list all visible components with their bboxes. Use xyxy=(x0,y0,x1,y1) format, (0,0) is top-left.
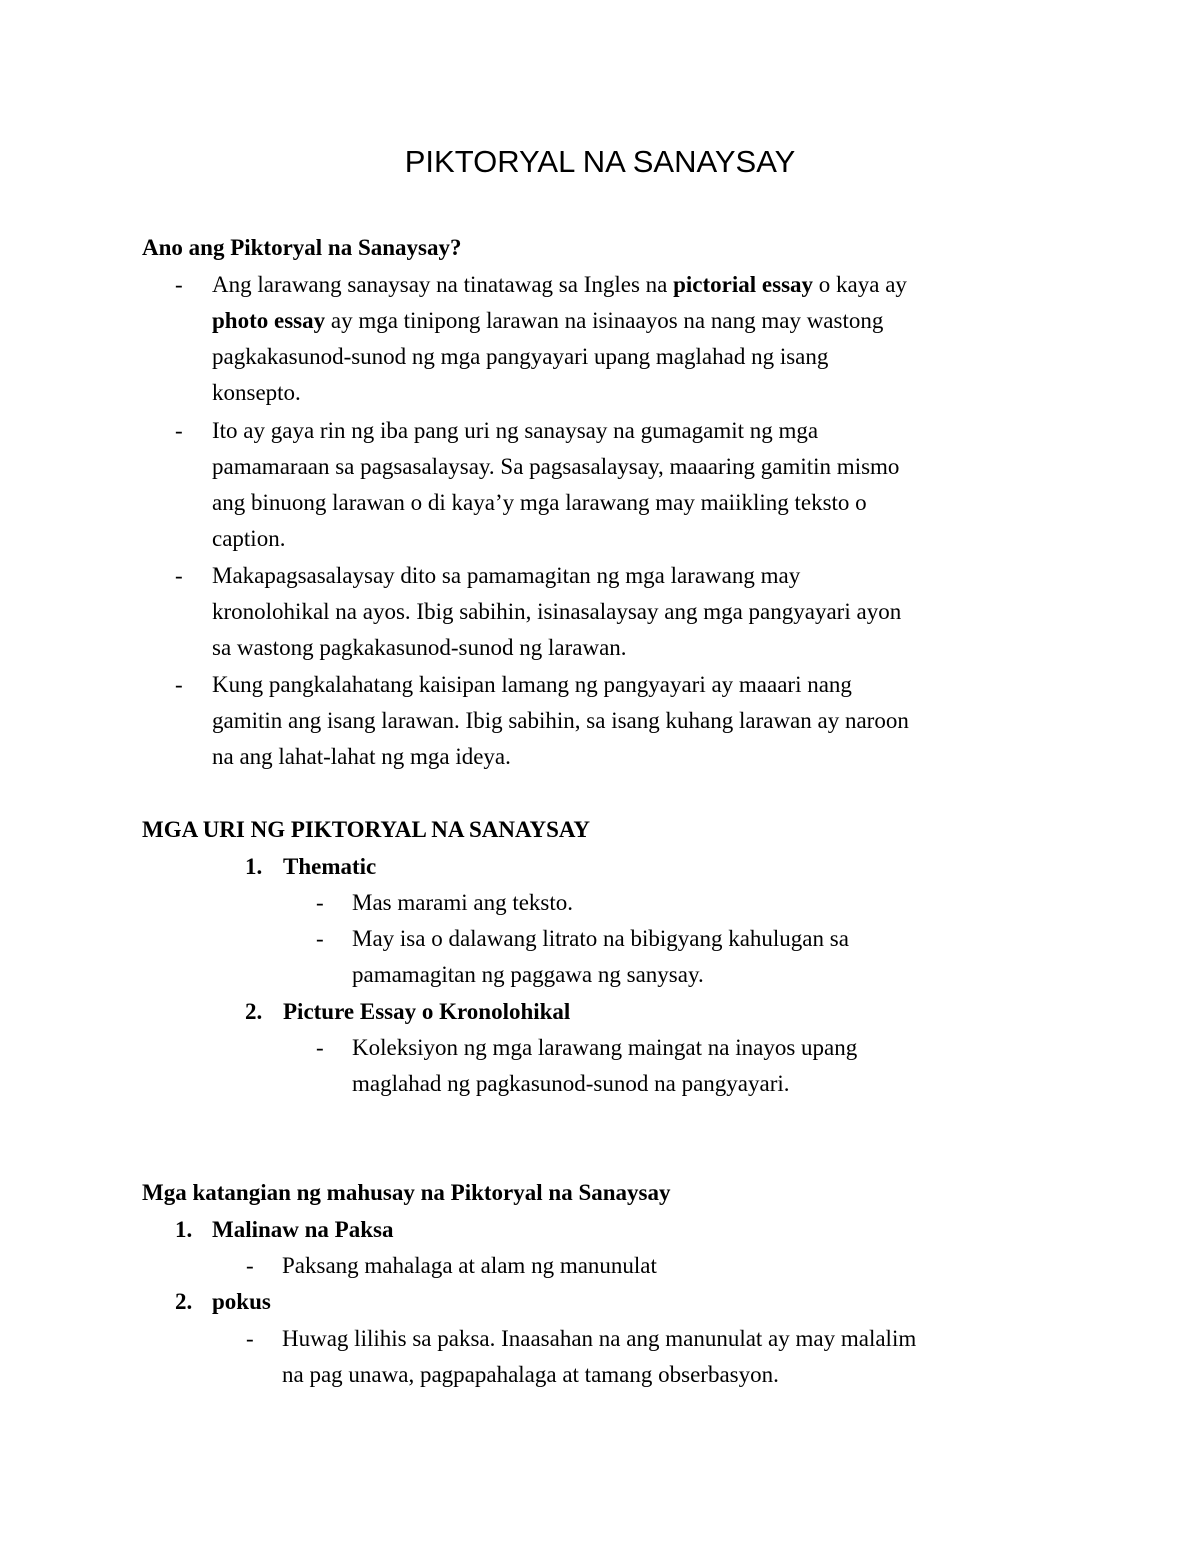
bullet-dash: - xyxy=(316,1035,324,1060)
bullet-line: Paksang mahalaga at alam ng manunulat xyxy=(282,1253,657,1278)
item-number: 1. xyxy=(245,854,263,879)
item-label: Malinaw na Paksa xyxy=(212,1217,394,1242)
bullet-item xyxy=(246,1321,1096,1393)
bullet-dash: - xyxy=(246,1326,254,1351)
bullet-line: ang binuong larawan o di kaya’y mga larawang may maiikling teksto o xyxy=(212,490,867,515)
text-run: ay mga tinipong larawan na isinaayos na nang may wastong xyxy=(325,308,884,333)
bullet-item xyxy=(316,1030,1116,1102)
bold-term-pictorial-essay: pictorial essay xyxy=(673,272,814,297)
bullet-line xyxy=(212,267,907,303)
bullet-line: pamamagitan ng paggawa ng sanysay. xyxy=(352,962,704,987)
bullet-item xyxy=(246,1248,1096,1284)
bullet-line xyxy=(212,303,883,339)
document-title: PIKTORYAL NA SANAYSAY xyxy=(404,144,796,179)
bullet-dash: - xyxy=(175,563,183,588)
item-label: pokus xyxy=(212,1289,271,1314)
bullet-item xyxy=(316,921,1116,993)
bullet-line: Kung pangkalahatang kaisipan lamang ng pangyayari ay maaari nang xyxy=(212,672,852,697)
section-heading-mga-katangian: Mga katangian ng mahusay na Piktoryal na Sanaysay xyxy=(142,1180,671,1205)
bullet-line: maglahad ng pagkasunod-sunod na pangyayari. xyxy=(352,1071,790,1096)
bullet-item xyxy=(316,885,1116,921)
bullet-line: Ito ay gaya rin ng iba pang uri ng sanaysay na gumagamit ng mga xyxy=(212,418,819,443)
bullet-line: May isa o dalawang litrato na bibigyang kahulugan sa xyxy=(352,926,849,951)
bullet-line: kronolohikal na ayos. Ibig sabihin, isinasalaysay ang mga pangyayari ayon xyxy=(212,599,902,624)
bullet-dash: - xyxy=(175,418,183,443)
item-label: Picture Essay o Kronolohikal xyxy=(283,999,571,1024)
bullet-line: gamitin ang isang larawan. Ibig sabihin, sa isang kuhang larawan ay naroon xyxy=(212,708,909,733)
item-number: 2. xyxy=(175,1289,193,1314)
bullet-line: sa wastong pagkakasunod-sunod ng larawan. xyxy=(212,635,627,660)
bullet-dash: - xyxy=(175,272,183,297)
bullet-dash: - xyxy=(246,1253,254,1278)
bullet-line: pamamaraan sa pagsasalaysay. Sa pagsasalaysay, maaaring gamitin mismo xyxy=(212,454,900,479)
section-heading-ano-ang-piktoryal: Ano ang Piktoryal na Sanaysay? xyxy=(142,235,462,260)
bullet-item xyxy=(175,558,1075,666)
item-label: Thematic xyxy=(283,854,377,879)
bullet-item xyxy=(175,667,1075,775)
bullet-dash: - xyxy=(316,926,324,951)
bullet-item xyxy=(175,413,1075,557)
section-heading-mga-uri: MGA URI NG PIKTORYAL NA SANAYSAY xyxy=(142,817,591,842)
item-number: 1. xyxy=(175,1217,193,1242)
bullet-item xyxy=(175,267,1075,411)
bullet-line: na pag unawa, pagpapahalaga at tamang obserbasyon. xyxy=(282,1362,779,1387)
text-run: o kaya ay xyxy=(813,272,907,297)
bullet-line: pagkakasunod-sunod ng mga pangyayari upang maglahad ng isang xyxy=(212,344,829,369)
bold-term-photo-essay: photo essay xyxy=(212,308,326,333)
bullet-line: konsepto. xyxy=(212,380,301,405)
bullet-dash: - xyxy=(175,672,183,697)
bullet-line: Huwag lilihis sa paksa. Inaasahan na ang manunulat ay may malalim xyxy=(282,1326,917,1351)
bullet-line: Mas marami ang teksto. xyxy=(352,890,574,915)
bullet-line: Koleksiyon ng mga larawang maingat na inayos upang xyxy=(352,1035,858,1060)
bullet-dash: - xyxy=(316,890,324,915)
item-number: 2. xyxy=(245,999,263,1024)
bullet-line: Makapagsasalaysay dito sa pamamagitan ng mga larawang may xyxy=(212,563,801,588)
bullet-line: caption. xyxy=(212,526,286,551)
bullet-line: na ang lahat-lahat ng mga ideya. xyxy=(212,744,511,769)
text-run: Ang larawang sanaysay na tinatawag sa Ingles na xyxy=(212,272,674,297)
